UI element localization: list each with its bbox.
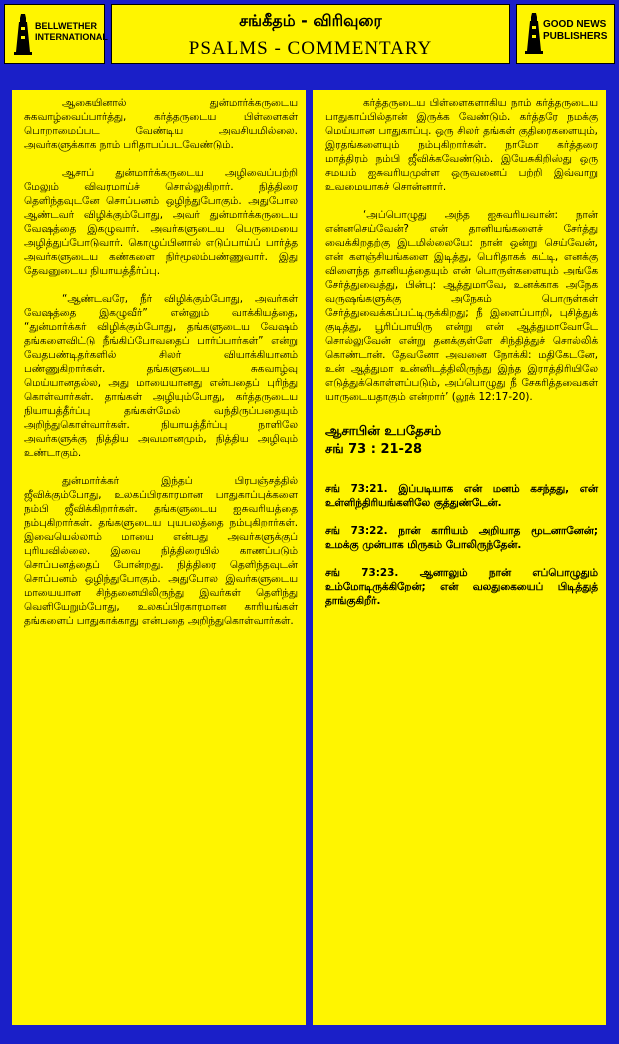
right-column (313, 90, 606, 1025)
bellwether-logo (4, 4, 108, 64)
paragraph: ஆசாப் துன்மார்க்கருடைய அழிவைப்பற்றி மேலும் விவரமாய்ச் சொல்லுகிறார். நித்திரை தெளிந்தவுடனே சொப்பனம் ஒழிந்துபோகும். அதுபோல ஆண்டவர் விழிக்கும்போது, அவர் துன்மார்க்கருடைய வேஷத்தை இகழுவார். அவர்களுடைய பெருமையை அழித்துப்போடுவார். கொழுப்பினால் எடுப்பாய்ப் பார்த்த அவர்களுடைய கண்களை நிர்மூலம்பண்ணுவார். இது தேவனுடைய நியாயத்தீர்ப்பு. (24, 167, 298, 277)
section-title: ஆசாபின் உபதேசம் (325, 424, 442, 439)
paragraph: ஆகையினால் துன்மார்க்கருடைய சுகவாழ்வைப்பார்த்து, கர்த்தருடைய பிள்ளைகள் பொறாமைப்பட வேண்டிய அவசியமில்லை. அவர்களுக்காக நாம் பரிதாபப்படவேண்டும். (24, 97, 298, 151)
good-news-logo (516, 4, 615, 64)
good-news-line1: GOOD NEWS (543, 19, 607, 30)
bellwether-line2: INTERNATIONAL (35, 32, 108, 42)
section-reference: சங் 73 : 21-28 (325, 442, 423, 457)
verse: சங் 73:21. இப்படியாக என் மனம் கசந்தது, என் உள்ளிந்திரியங்களிலே குத்துண்டேன். (325, 483, 598, 509)
verse: சங் 73:22. நான் காரியம் அறியாத மூடனானேன்; உமக்கு முன்பாக மிருகம் போலிருந்தேன். (325, 525, 598, 551)
bellwether-line1: BELLWETHER (35, 21, 97, 31)
lighthouse-icon (12, 12, 34, 56)
good-news-line2: PUBLISHERS (543, 31, 608, 42)
good-news-logo-text (543, 19, 607, 43)
bellwether-logo-text (35, 21, 108, 43)
paragraph: துன்மார்க்கர் இந்தப் பிரபஞ்சத்தில் ஜீவிக்கும்போது, உலகப்பிரகாரமான பாதுகாப்புக்களை நம்பி ஜீவிக்கிறார்கள். தங்களுடைய ஐசுவரியத்தை நம்புகிறார்கள். தங்களுடைய புயபலத்தை நம்புகிறார்கள். இவையெல்லாம் மாயை என்பது அவர்களுக்குப் புரியவில்லை. இவை நித்திரையில் காணப்படும் சொப்பனத்தைப் போன்றது. நித்திரை தெளிந்தவுடன் சொப்பனம் ஒழிந்துபோகும். அதுபோல இவர்களுடைய மாயையான சிந்தனையிலிருந்து இவர்கள் தெளிந்து வெளியேறும்போது, உலகப்பிரகாரமான காரியங்கள் தங்களைப் பாதுகாக்காது என்பதை அறிந்துகொள்வார்கள். (24, 475, 298, 627)
page-title-english: PSALMS - COMMENTARY (188, 38, 433, 59)
verse: சங் 73:23. ஆனாலும் நான் எப்பொழுதும் உம்மோடிருக்கிறேன்; என் வலதுகையைப் பிடித்துத் தாங்குகிறீர். (325, 567, 598, 607)
lighthouse-icon (523, 11, 545, 55)
parable-quote: ‘அப்பொழுது அந்த ஐசுவரியவான்: நான் என்னசெய்வேன்? என் தானியங்களைச் சேர்த்து வைக்கிறதற்கு இடமில்லையே: நான் ஒன்று செய்வேன், என் களஞ்சியங்களை இடித்து, பெரிதாகக் கட்டி, எனக்கு விளைந்த தானியத்தையும் என் பொருள்களையும் அங்கே சேர்த்துவைத்து, பின்பு: ஆத்துமாவே, உனக்காக அநேக வருஷங்களுக்கு அநேகம் பொருள்கள் சேர்த்துவைக்கப்பட்டிருக்கிறது; நீ இளைப்பாறி, புசித்துக் குடித்து, பூரிப்பாயிரு என்று என் ஆத்துமாவோடே சொல்லுவேன் என்று தனக்குள்ளே சிந்தித்துச் சொல்லிக் கொண்டான். தேவனோ அவனை நோக்கி: மதிகேடனே, உன் ஆத்துமா உன்னிடத்திலிருந்து இந்த இராத்திரியிலே எடுத்துக்கொள்ளப்படும், அப்பொழுது நீ சேகரித்தவைகள் யாருடையதாகும் என்றார்’ (லூக் 12:17-20). (325, 209, 598, 403)
left-column (12, 90, 306, 1025)
paragraph: கர்த்தருடைய பிள்ளைகளாகிய நாம் கர்த்தருடைய பாதுகாப்பில்தான் இருக்க வேண்டும். கர்த்தரே நமக்கு மெய்யான பாதுகாப்பு. ஒரு சிலர் தங்கள் குதிரைகளையும், இரதங்களையும் நம்புகிறார்கள். நாமோ கர்த்தரை மாத்திரம் நம்பி ஜீவிக்கவேண்டும். இயேசுகிறிஸ்து ஒரு சமயம் ஐசுவரியமுள்ள ஒருவனைப் பற்றி இவ்வாறு உவமையாகச் சொன்னார். (325, 97, 598, 193)
header-bar (4, 4, 615, 64)
page-title-tamil: சங்கீதம் - விரிவுரை (239, 11, 382, 30)
paragraph: “ஆண்டவரே, நீர் விழிக்கும்போது, அவர்கள் வேஷத்தை இகழுவீர்” என்னும் வாக்கியத்தை, “துன்மார்க்கர் விழிக்கும்போது, தங்களுடைய வேஷம் தங்களைவிட்டு நீங்கிப்போவதைப் பார்ப்பார்கள்” என்று வேதபண்டிதர்களில் சிலர் வியாக்கியானம் பண்ணுகிறார்கள். தங்களுடைய சுகவாழ்வு மெய்யானதல்ல, அது மாயையானது என்பதைப் புரிந்து கொள்வார்கள். தாங்கள் அழியும்போது, கர்த்தருடைய நியாயத்தீர்ப்பு தங்கள்மேல் வந்திருப்பதையும் அறிந்துகொள்வார்கள். நியாயத்தீர்ப்பு நாளிலே அவர்களுக்கு நித்திய அவமானமும், நித்திய அழிவும் உண்டாகும். (24, 293, 298, 459)
title-box (111, 4, 510, 64)
